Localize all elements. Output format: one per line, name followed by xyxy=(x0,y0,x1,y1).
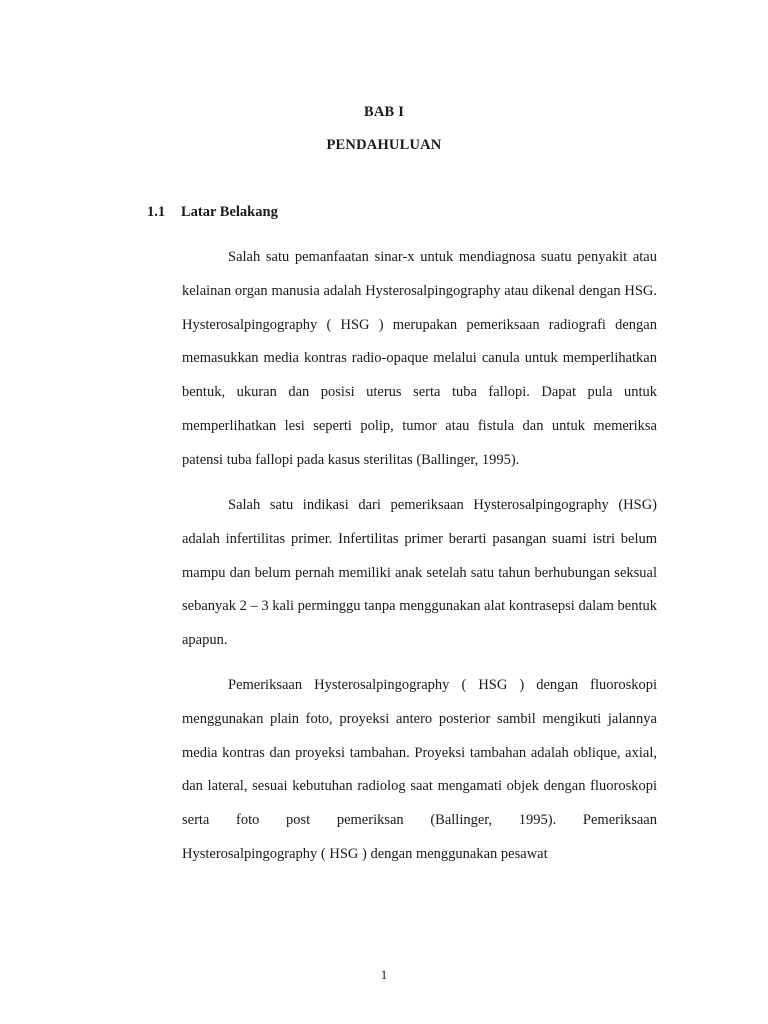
section-title: Latar Belakang xyxy=(181,204,278,220)
section-heading xyxy=(147,204,278,221)
paragraph: Salah satu indikasi dari pemeriksaan Hysterosalpingography (HSG) adalah infertilitas primer. Infertilitas primer berarti pasangan suami istri belum mampu dan belum pernah memiliki anak setelah satu tahun berhubungan seksual sebanyak 2 – 3 kali perminggu tanpa menggunakan alat kontrasepsi dalam bentuk apapun. xyxy=(182,497,657,649)
paragraph: Salah satu pemanfaatan sinar-x untuk mendiagnosa suatu penyakit atau kelainan organ manusia adalah Hysterosalpingography atau dikenal dengan HSG. Hysterosalpingography ( HSG ) merupakan pemeriksaan radiografi dengan memasukkan media kontras radio-opaque melalui canula untuk memperlihatkan bentuk, ukuran dan posisi uterus serta tuba fallopi. Dapat pula untuk memperlihatkan lesi seperti polip, tumor atau fistula dan untuk memeriksa patensi tuba fallopi pada kasus sterilitas (Ballinger, 1995). xyxy=(182,249,657,468)
page-number: 1 xyxy=(380,967,388,982)
chapter-title: PENDAHULUAN xyxy=(326,137,442,153)
paragraph: Pemeriksaan Hysterosalpingography ( HSG ) dengan fluoroskopi menggunakan plain foto, proyeksi antero posterior sambil mengikuti jalannya media kontras dan proyeksi tambahan. Proyeksi tambahan adalah oblique, axial, dan lateral, sesuai kebutuhan radiolog saat mengamati objek dengan fluoroskopi serta foto post pemeriksan (Ballinger, 1995). Pemeriksaan Hysterosalpingography ( HSG ) dengan menggunakan pesawat xyxy=(182,677,657,862)
chapter-number: BAB I xyxy=(363,104,405,120)
section-number: 1.1 xyxy=(147,204,166,220)
